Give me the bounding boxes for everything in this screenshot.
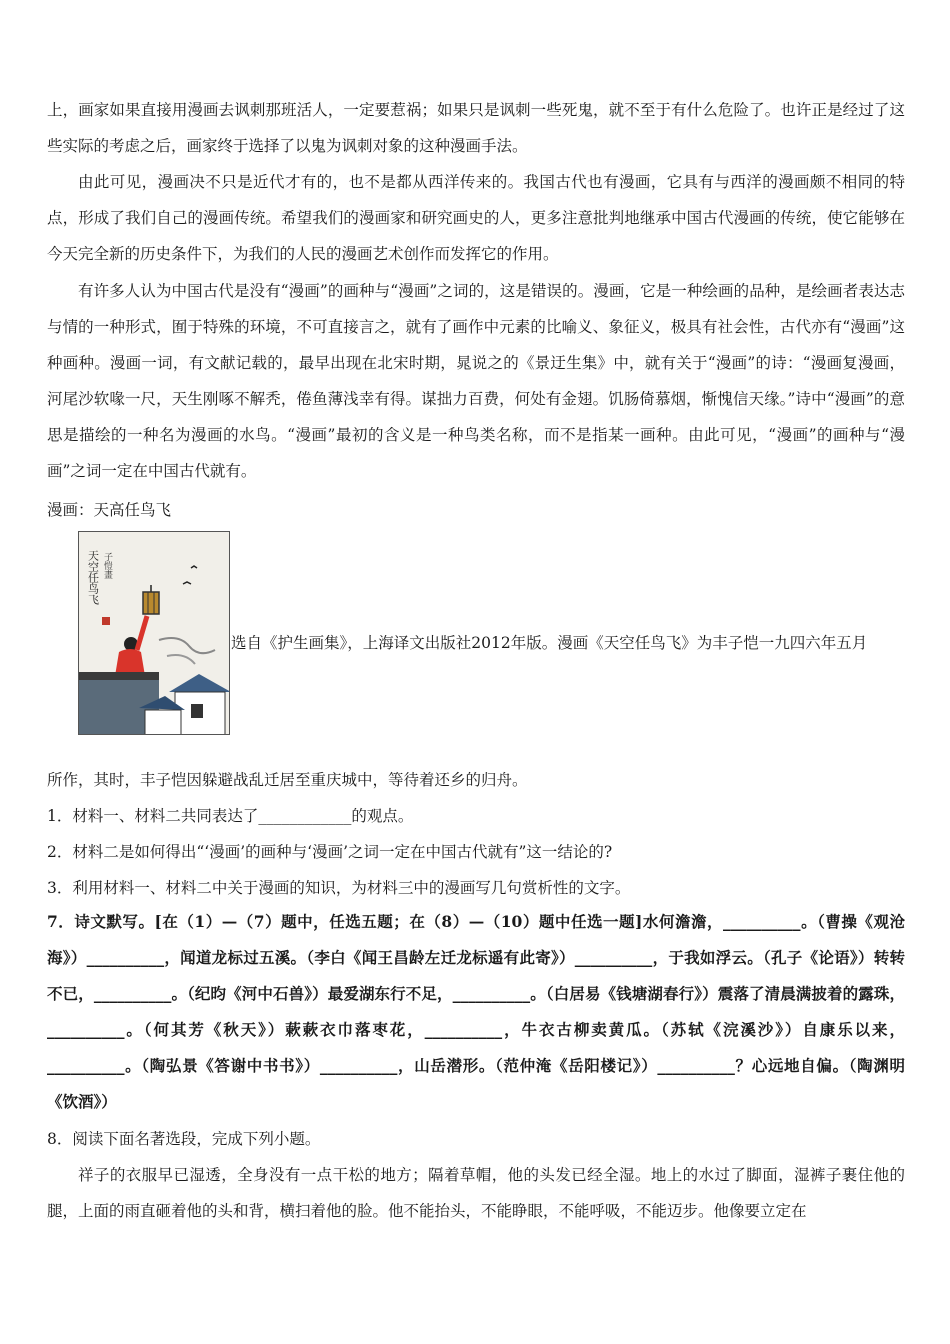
paragraph-1: 上，画家如果直接用漫画去讽刺那班活人，一定要惹祸；如果只是讽刺一些死鬼，就不至于有什么危险了。也许正是经过了这些实际的考虑之后，画家终于选择了以鬼为讽刺对象的这种漫画手法。 (47, 101, 905, 155)
question-3: 3．利用材料一、材料二中关于漫画的知识，为材料三中的漫画写几句赏析性的文字。 (47, 879, 631, 897)
question-8-passage: 祥子的衣服早已湿透，全身没有一点干松的地方；隔着草帽，他的头发已经全湿。地上的水过了脚面，湿裤子裹住他的腿，上面的雨直砸着他的头和背，横扫着他的脸。他不能抬头，不能睁眼，不能呼吸，不能迈步。他像要立定在 (47, 1166, 905, 1220)
cartoon-illustration (79, 532, 230, 735)
question-7: 7．诗文默写。[在（1）—（7）题中，任选五题；在（8）—（10）题中任选一题]水何澹澹，__________。（曹操《观沧海》）__________，闻道龙标过五溪。（李白《闻王昌龄左迁龙标遥有此寄》）__________，于我如浮云。（孔子《论语》）转转不已，__________。（纪昀《河中石兽》）最爱湖东行不足，__________。（白居易《钱塘湖春行》）震落了清晨满披着的露珠，__________。（何其芳《秋天》）蔌蔌衣巾落枣花，__________，牛衣古柳卖黄瓜。（苏轼《浣溪沙》）自康乐以来，__________。（陶弘景《答谢中书书》）__________，山岳潜形。（范仲淹《岳阳楼记》）__________？心远地自偏。（陶渊明《饮酒》） (47, 912, 905, 1111)
paragraph-2: 由此可见，漫画决不只是近代才有的，也不是都从西洋传来的。我国古代也有漫画，它具有与西洋的漫画颇不相同的特点，形成了我们自己的漫画传统。希望我们的漫画家和研究画史的人，更多注意批判地继承中国古代漫画的传统，使它能够在今天完全新的历史条件下，为我们的人民的漫画艺术创作而发挥它的作用。 (47, 173, 905, 263)
figure-label: 漫画：天高任鸟飞 (47, 501, 172, 519)
question-2: 2．材料二是如何得出“‘漫画’的画种与‘漫画’之词一定在中国古代就有”这一结论的? (47, 843, 613, 861)
cartoon-signature: 子愷畫 (102, 552, 112, 579)
cartoon-image (78, 531, 230, 735)
question-1: 1．材料一、材料二共同表达了____________的观点。 (47, 807, 414, 825)
seal-stamp (102, 617, 110, 625)
figure-caption: 选自《护生画集》，上海译文出版社2012年版。漫画《天空任鸟飞》为丰子恺一九四六年五月 (231, 634, 868, 652)
question-8-title: 8．阅读下面名著选段，完成下列小题。 (47, 1130, 321, 1148)
figure-caption-continued: 所作，其时，丰子恺因躲避战乱迁居至重庆城中，等待着还乡的归舟。 (47, 771, 528, 789)
cartoon-calligraphy: 天空任鸟飞 (86, 550, 100, 605)
house-wall-2 (145, 710, 181, 735)
paragraph-3: 有许多人认为中国古代是没有“漫画”的画种与“漫画”之词的，这是错误的。漫画，它是一种绘画的品种，是绘画者表达志与情的一种形式，囿于特殊的环境，不可直接言之，就有了画作中元素的比喻义、象征义，极具有社会性，古代亦有“漫画”这种画种。漫画一词，有文献记载的，最早出现在北宋时期，晁说之的《景迂生集》中，就有关于“漫画”的诗：“漫画复漫画，河尾沙软喙一尺，天生刚啄不解秃，倦鱼薄浅幸有得。谋拙力百费，何处有金翅。饥肠倚慕烟，惭愧信天缘。”诗中“漫画”的意思是描绘的一种名为漫画的水鸟。“漫画”最初的含义是一种鸟类名称，而不是指某一画种。由此可见，“漫画”的画种与“漫画”之词一定在中国古代就有。 (47, 282, 905, 480)
house-window (191, 704, 203, 718)
balcony-rail (79, 672, 159, 680)
